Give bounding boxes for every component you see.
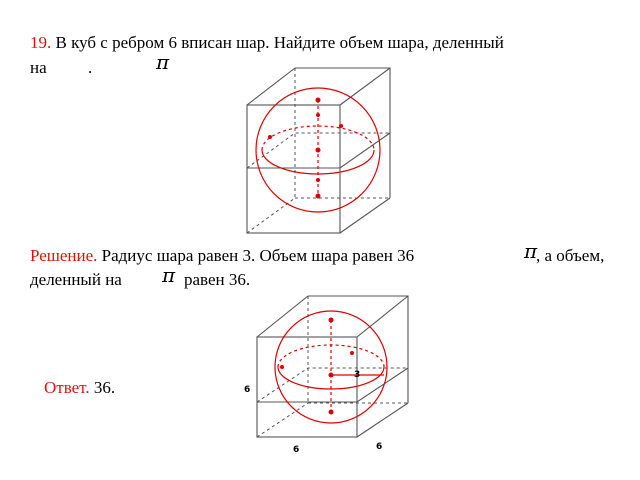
cube2-hidden-diag: [257, 403, 308, 437]
label-edge-bottom: 6: [293, 445, 300, 455]
label-edge-right: 6: [376, 442, 383, 452]
problem-text-1: В куб с ребром 6 вписан шар. Найдите объем шара, деленный: [55, 33, 504, 52]
label-edge-left: 6: [244, 385, 251, 395]
solution-label: Решение.: [30, 246, 98, 265]
cube2-dot-left: [280, 365, 284, 369]
cube2-edge-br: [357, 403, 408, 437]
problem-line-2-end: .: [88, 58, 93, 77]
answer-value: 36.: [93, 378, 116, 397]
answer-label: Ответ.: [44, 378, 90, 397]
pi-symbol-solution-2: π: [162, 263, 176, 287]
cube2-dot-right: [350, 351, 354, 355]
cube2-dot-bottom: [329, 410, 334, 415]
cube2-edge-tr: [357, 296, 408, 337]
label-radius: 3: [354, 370, 361, 380]
solution-line-2-end: равен 36.: [184, 270, 251, 289]
cube2-dot-center: [329, 373, 334, 378]
problem-number: 19.: [30, 33, 52, 52]
solution-line-1-end: , а объем,: [536, 246, 605, 265]
pi-symbol-solution-1: π: [524, 239, 538, 263]
cube2-edge-tl: [257, 296, 308, 337]
pi-symbol-problem: π: [156, 50, 170, 74]
cube2-dot-top: [329, 318, 334, 323]
solution-text-1: Радиус шара равен 3. Объем шара равен 36: [101, 246, 415, 265]
solution-line-2-start: деленный на: [30, 270, 122, 289]
problem-line-2-start: на: [30, 58, 47, 77]
